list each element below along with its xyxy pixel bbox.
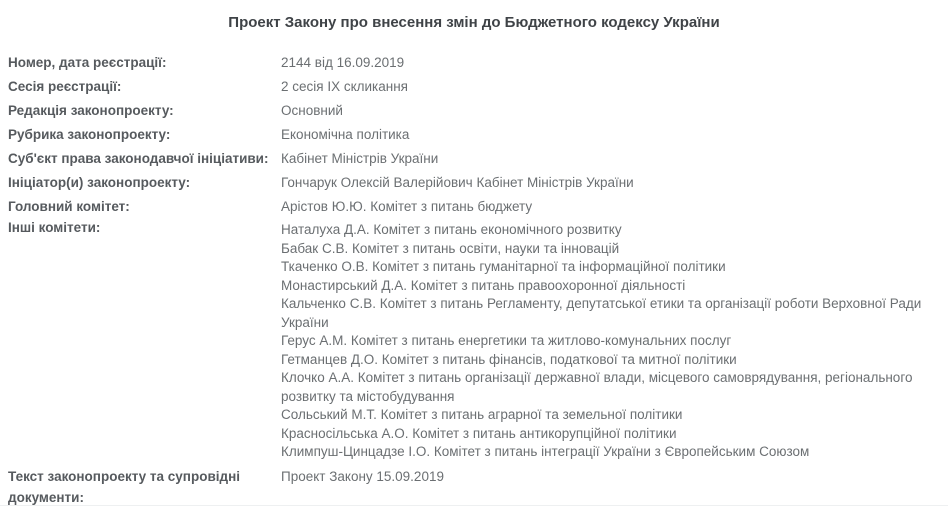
field-values [281,104,938,118]
field-label: Текст законопроекту та супровідні документи: [8,468,240,505]
field-value: Наталуха Д.А. Комітет з питань економічного розвитку [281,222,622,237]
field-row [0,147,948,171]
field-row [0,51,948,75]
field-value: 2 сесія IX скликання [281,79,408,94]
field-value: Сольський М.Т. Комітет з питань аграрної та земельної політики [281,407,683,422]
field-value: Герус А.М. Комітет з питань енергетики та житлово-комунальних послуг [281,333,732,348]
field-value: Кальченко С.В. Комітет з питань Регламенту, депутатської етики та організації роботи Верховної Ради України [281,296,922,330]
field-label: Головний комітет: [8,199,130,214]
field-label: Суб'єкт права законодавчої ініціативи: [8,151,269,166]
field-row [0,99,948,123]
field-row [0,195,948,219]
field-label: Сесія реєстрації: [8,79,122,94]
field-value: Гончарук Олексій Валерійович Кабінет Міністрів України [281,175,634,190]
field-label: Рубрика законопроекту: [8,127,171,142]
bottom-divider [0,505,948,506]
field-row [0,171,948,195]
field-row [0,219,948,464]
field-value: Монастирський Д.А. Комітет з питань правоохоронної діяльності [281,277,686,293]
field-label: Ініціатор(и) законопроекту: [8,175,191,190]
field-values [281,221,938,462]
field-label: Номер, дата реєстрації: [8,55,167,70]
field-value: Проект Закону 15.09.2019 [281,468,444,484]
field-values [281,152,938,166]
field-row [0,75,948,99]
bill-fields-table [0,51,948,513]
field-label: Інші комітети: [8,220,101,235]
field-value: Красносільська А.О. Комітет з питань антикорупційної політики [281,425,677,441]
field-value: 2144 від 16.09.2019 [281,55,405,70]
field-value: Кабінет Міністрів України [281,151,439,166]
field-value: Арістов Ю.Ю. Комітет з питань бюджету [281,199,533,214]
field-values [281,466,938,487]
bill-info-page [0,13,948,507]
field-value: Клочко А.А. Комітет з питань організації державної влади, місцевого самоврядування, регіонального розвитку та містобудування [281,370,913,404]
field-values [281,176,938,190]
field-value: Основний [281,103,343,118]
field-value: Гетманцев Д.О. Комітет з питань фінансів, податкової та митної політики [281,351,737,367]
page-title: Проект Закону про внесення змін до Бюджетного кодексу України [228,14,720,31]
field-value: Бабак С.В. Комітет з питань освіти, науки та інновацій [281,240,620,256]
field-value: Климпуш-Цинцадзе І.О. Комітет з питань інтеграції України з Європейським Союзом [281,444,810,459]
field-values [281,128,938,142]
field-values [281,56,938,70]
field-value: Економічна політика [281,127,410,142]
field-row [0,123,948,147]
field-values [281,80,938,94]
field-values [281,200,938,214]
field-label: Редакція законопроекту: [8,103,174,118]
field-value: Ткаченко О.В. Комітет з питань гуманітарної та інформаційної політики [281,259,726,274]
